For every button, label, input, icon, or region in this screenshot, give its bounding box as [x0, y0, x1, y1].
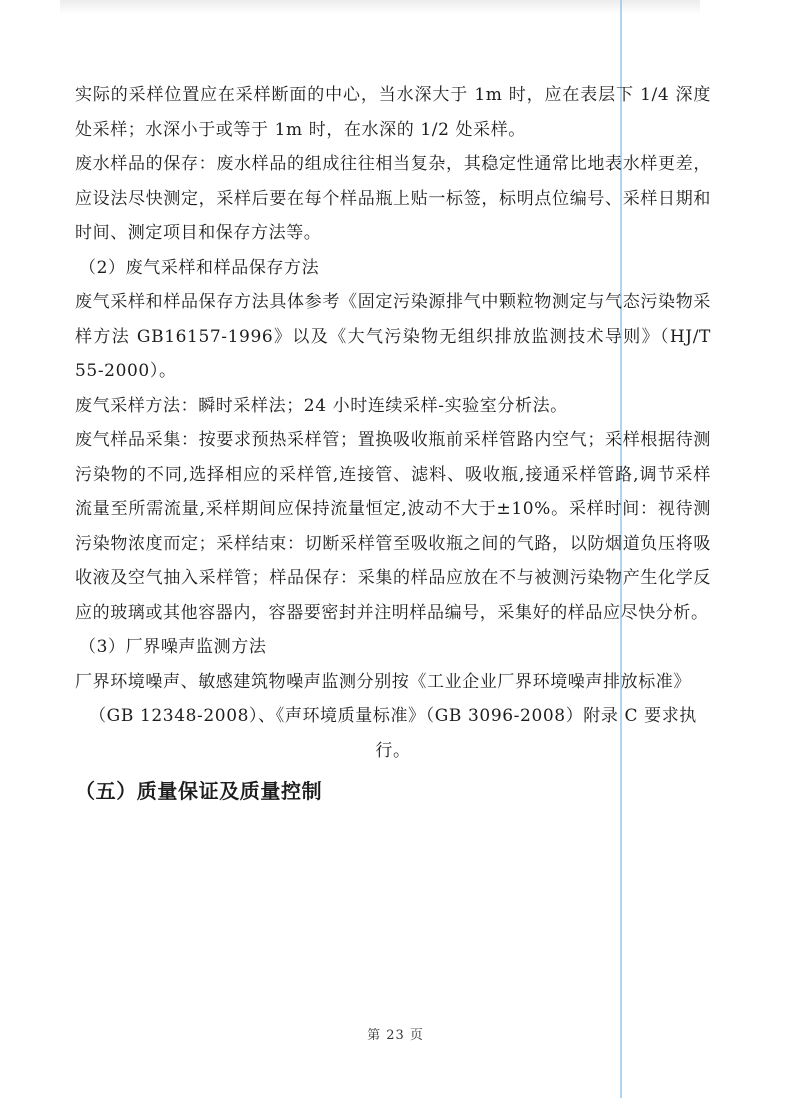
- paragraph-noise-standards-cont: （GB 12348-2008）、《声环境质量标准》（GB 3096-2008）附录 C 要求执行。: [89, 706, 697, 761]
- page-number: 第 23 页: [367, 1028, 424, 1043]
- paragraph-sampling-position: 实际的采样位置应在采样断面的中心，当水深大于 1m 时，应在表层下 1/4 深度处采样；水深小于或等于 1m 时，在水深的 1/2 处采样。: [75, 85, 711, 140]
- paragraph-noise-standards: 厂界环境噪声、敏感建筑物噪声监测分别按《工业企业厂界环境噪声排放标准》: [75, 671, 691, 692]
- scan-top-shadow: [60, 0, 700, 14]
- document-body: [75, 78, 711, 808]
- paragraph-wastewater-storage: 废水样品的保存：废水样品的组成往往相当复杂，其稳定性通常比地表水样更差，应设法尽快测定，采样后要在每个样品瓶上贴一标签，标明点位编号、采样日期和时间、测定项目和保存方法等。: [75, 154, 711, 243]
- subheading-noise-monitoring: （3）厂界噪声监测方法: [79, 637, 267, 657]
- section-heading-quality-assurance: （五）质量保证及质量控制: [75, 779, 323, 803]
- subheading-waste-gas-sampling: （2）废气采样和样品保存方法: [79, 257, 320, 278]
- paragraph-waste-gas-reference: 废气采样和样品保存方法具体参考《固定污染源排气中颗粒物测定与气态污染物采样方法 GB16157-1996》以及《大气污染物无组织排放监测技术导则》（HJ/T 55-2000）。: [75, 292, 711, 381]
- paragraph-waste-gas-collection: 废气样品采集：按要求预热采样管；置换吸收瓶前采样管路内空气；采样根据待测污染物的不同,选择相应的采样管,连接管、滤料、吸收瓶,接通采样管路,调节采样流量至所需流量,采样期间应保持流量恒定,波动不大于±10%。采样时间：视待测污染物浓度而定；采样结束：切断采样管至吸收瓶之间的气路，以防烟道负压将吸收液及空气抽入采样管；样品保存：采集的样品应放在不与被测污染物产生化学反应的玻璃或其他容器内，容器要密封并注明样品编号，采集好的样品应尽快分析。: [75, 430, 711, 623]
- paragraph-waste-gas-method: 废气采样方法：瞬时采样法；24 小时连续采样-实验室分析法。: [75, 395, 568, 416]
